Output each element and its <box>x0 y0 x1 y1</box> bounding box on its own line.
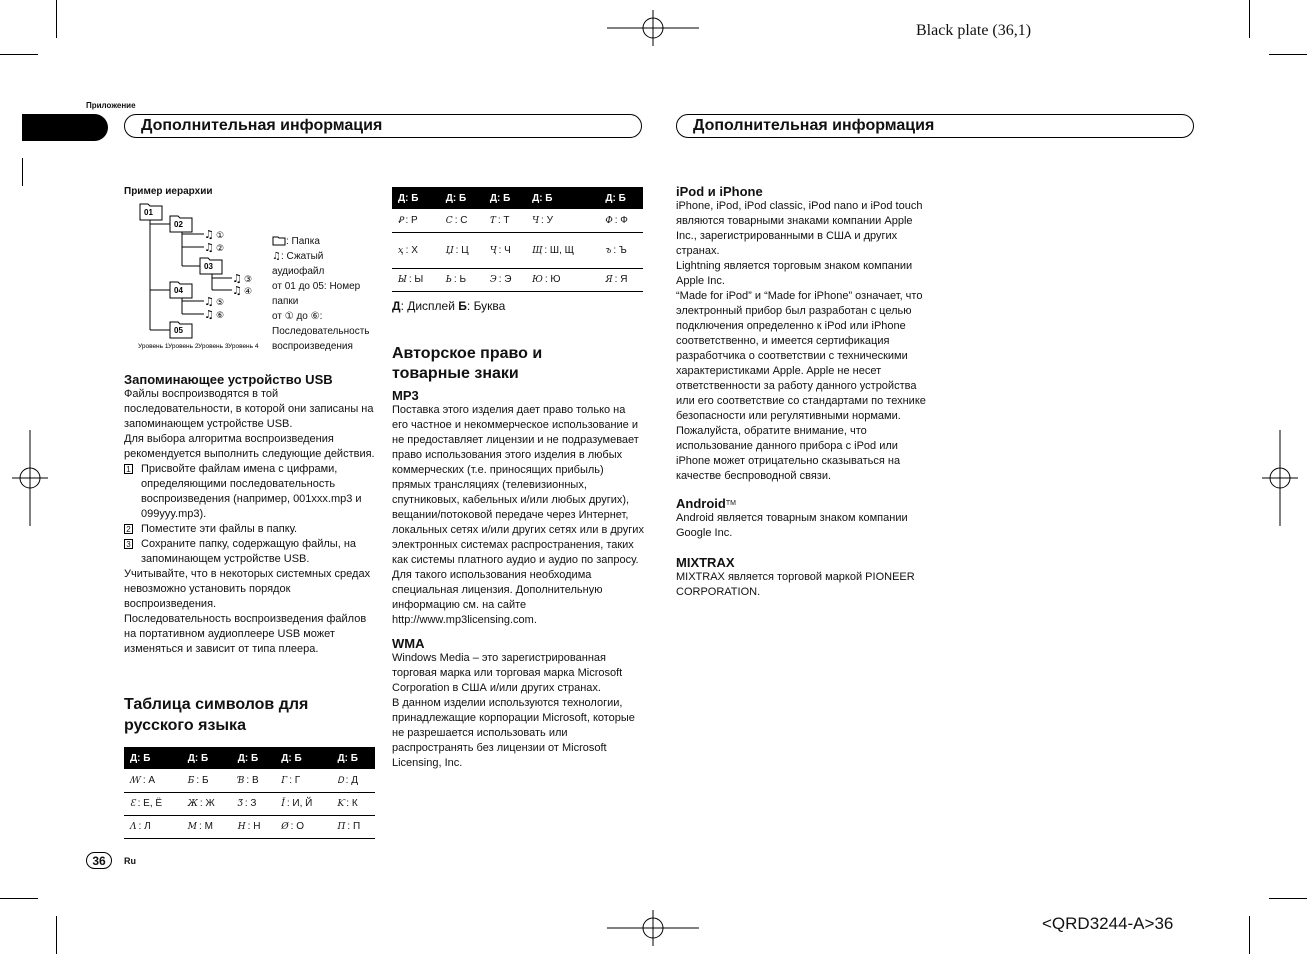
folder-icon <box>272 236 286 246</box>
list-item: 3 Сохраните папку, содержащую файлы, на запоминающем устройстве USB. <box>124 537 376 567</box>
wma-title: WMA <box>392 636 425 651</box>
folder-label: 05 <box>174 326 183 335</box>
usb-title: Запоминающее устройство USB <box>124 372 333 387</box>
folder-label: 02 <box>174 220 183 229</box>
svg-text:Уровень 1: Уровень 1 <box>138 343 169 350</box>
svg-text:Уровень 3: Уровень 3 <box>198 343 229 350</box>
registration-mark-bottom <box>607 910 699 946</box>
table-cell: Я : Я <box>599 268 643 291</box>
section-tab <box>22 114 108 141</box>
mp3-url: http://www.mp3licensing.com. <box>392 614 537 626</box>
svg-text:♫: ♫ <box>204 241 214 254</box>
section-label: Приложение <box>86 101 136 110</box>
table-cell: П : П <box>332 815 375 838</box>
copyright-title: товарные знаки <box>392 365 519 382</box>
ipod-text: Lightning является торговым знаком компании Apple Inc. <box>676 260 913 287</box>
svg-text:Уровень 4: Уровень 4 <box>228 343 259 350</box>
charmap-table-right: Д: Б Д: Б Д: Б Д: Б Д: Б Ꝑ : Р Ϲ : С Ƭ : Т Ч : У Φ : Ф ҳ : Х Џ : Ц Ҷ : Ч Щ : Ш, Щ ъ : Ъ Ы : Ы Ь : Ь Э : Э Ю : Ю Я : Я <box>392 187 643 292</box>
crop-mark <box>1249 916 1250 954</box>
table-cell: Ꭰ : Д <box>332 769 375 792</box>
svg-text:④: ④ <box>244 287 253 297</box>
table-cell: Г : Г <box>275 769 331 792</box>
usb-paragraph: Файлы воспроизводятся в той последовательности, в которой они записаны на запоминающем устройстве USB. <box>124 388 374 430</box>
table-cell: Ь : Ь <box>440 268 484 291</box>
charmap-legend: Д: Дисплей Б: Буква <box>392 299 506 313</box>
svg-text:♫: ♫ <box>232 272 242 285</box>
crop-mark <box>0 54 38 55</box>
page-number: 36 <box>86 852 112 869</box>
document-code: <QRD3244-A>36 <box>1042 914 1174 933</box>
svg-text:⑥: ⑥ <box>216 311 225 321</box>
ipod-text: iPhone, iPod, iPod classic, iPod nano и iPod touch являются товарными знаками компании Apple Inc., зарегистрированными в США и других странах. <box>676 200 923 257</box>
mixtrax-title: MIXTRAX <box>676 555 735 570</box>
hierarchy-title: Пример иерархии <box>124 186 213 197</box>
svg-text:♫: ♫ <box>204 228 214 241</box>
crop-mark <box>1269 898 1307 899</box>
audio-file-icon: ♫ <box>272 251 281 262</box>
trademarks-section <box>676 184 930 600</box>
table-cell: Ж : Ж <box>182 792 232 815</box>
legend-folders-range: от 01 до 05: Номер папки <box>272 281 361 307</box>
table-cell: Ꝑ : Р <box>392 209 440 232</box>
table-cell: Ы : Ы <box>392 268 440 291</box>
android-title: Android™ <box>676 496 736 511</box>
list-item: 1 Присвойте файлам имена с цифрами, определяющими последовательность воспроизведения (например, 001xxx.mp3 и 099yyy.mp3). <box>124 462 376 522</box>
crop-mark <box>56 0 57 38</box>
usb-paragraph: Для выбора алгоритма воспроизведения рекомендуется выполнить следующие действия. <box>124 433 375 460</box>
crop-mark <box>56 916 57 954</box>
folder-03 <box>200 258 222 274</box>
svg-text:⑤: ⑤ <box>216 298 225 308</box>
table-cell: Ю : Ю <box>526 268 599 291</box>
folder-04 <box>170 282 192 298</box>
hierarchy-legend: : Папка ♫: Сжатый аудиофайл от 01 до 05: Номер папки от ① до ⑥: Последовательность воспроизведения <box>272 234 372 354</box>
table-cell: Ϲ : С <box>440 209 484 232</box>
mp3-title: MP3 <box>392 388 419 403</box>
ipod-text: “Made for iPod” и “Made for iPhone” означает, что электронный прибор был разработан с целью подключения определенно к iPod или iPhone соответственно, и имеется сертификация разработчика о соответствии с техническими характеристиками Apple. Apple не несет ответственности за работу данного устройства или его соответствие со стандартами по технике безопасности или регулятивными нормами. Пожалуйста, обратите внимание, что использование данного прибора с iPod или iPhone может отрицательно сказываться на качестве беспроводной связи. <box>676 290 926 482</box>
table-cell: Ƙ : К <box>332 792 375 815</box>
ipod-title: iPod и iPhone <box>676 184 763 199</box>
table-cell: Ƃ : Б <box>182 769 232 792</box>
wma-text: В данном изделии используются технологии, принадлежащие корпорации Microsoft, которые не разрешается использовать или распространять без лицензии от Microsoft Licensing, Inc. <box>392 697 635 769</box>
table-cell: Ɓ : В <box>232 769 276 792</box>
table-cell: Ǐ : И, Й <box>275 792 331 815</box>
table-cell: Џ : Ц <box>440 232 484 268</box>
crop-mark <box>1269 54 1307 55</box>
table-cell: Ч : У <box>526 209 599 232</box>
charmap-title: Таблица символов для русского языка <box>124 696 309 734</box>
usb-paragraph: Последовательность воспроизведения файлов на портативном аудиоплеере USB может изменяться и зависит от типа плеера. <box>124 613 367 655</box>
wma-text: Windows Media – это зарегистрированная торговая марка или торговая марка Microsoft Corporation в США и/или других странах. <box>392 652 623 694</box>
android-text: Android является товарным знаком компании Google Inc. <box>676 512 908 539</box>
svg-text:Уровень 2: Уровень 2 <box>168 343 199 350</box>
svg-text:♫: ♫ <box>232 284 242 297</box>
svg-text:♫: ♫ <box>204 295 214 308</box>
registration-mark-left <box>12 430 48 526</box>
folder-05 <box>170 322 192 338</box>
folder-02 <box>170 216 192 232</box>
registration-mark-top <box>607 10 699 46</box>
table-cell: ꟿ : А <box>124 769 182 792</box>
table-cell: Э : Э <box>484 268 526 291</box>
table-cell: Ø : О <box>275 815 331 838</box>
table-cell: Ʒ : З <box>232 792 276 815</box>
table-cell: Ɛ : Е, Ё <box>124 792 182 815</box>
table-cell: Щ : Ш, Щ <box>526 232 599 268</box>
svg-text:②: ② <box>216 244 225 254</box>
table-cell: М : М <box>182 815 232 838</box>
table-cell: Φ : Ф <box>599 209 643 232</box>
svg-text:③: ③ <box>244 275 253 285</box>
table-cell: Ƭ : Т <box>484 209 526 232</box>
folder-label: 01 <box>144 208 153 217</box>
page-title-right: Дополнительная информация <box>676 114 1194 138</box>
hierarchy-diagram <box>124 200 274 352</box>
level-labels <box>138 343 259 350</box>
crop-mark <box>1249 0 1250 38</box>
mp3-text: Поставка этого изделия дает право только на его частное и некоммерческое использование и не предоставляет лицензии и не подразумевает право использования этого изделия в любых коммерческих (т.е. приносящих прибыль) прямых трансляциях (телевизионных, спутниковых, кабельных и/или любых других), вещании/потоковой передаче через Интернет, локальных сетях и/или других сетях или в других электронных системах распространения, таких как системы платного аудио и аудио по запросу. Для такого использования необходима специальная лицензия. Дополнительную информацию см. на сайте <box>392 404 644 611</box>
table-cell: ъ : Ъ <box>599 232 643 268</box>
usb-paragraph: Учитывайте, что в некоторых системных средах невозможно установить порядок воспроизведения. <box>124 568 371 610</box>
mixtrax-text: MIXTRAX является торговой маркой PIONEER CORPORATION. <box>676 571 915 598</box>
table-cell: Λ : Л <box>124 815 182 838</box>
side-marker <box>22 158 23 186</box>
table-cell: ҳ : Х <box>392 232 440 268</box>
crop-mark <box>0 898 38 899</box>
registration-mark-right <box>1262 430 1298 526</box>
svg-text:①: ① <box>216 231 225 241</box>
folder-label: 04 <box>174 286 183 295</box>
copyright-title: Авторское право и <box>392 345 543 362</box>
table-cell: Ҷ : Ч <box>484 232 526 268</box>
folder-01 <box>140 204 162 220</box>
svg-text:♫: ♫ <box>204 308 214 321</box>
language-code: Ru <box>124 856 136 866</box>
folder-label: 03 <box>204 262 213 271</box>
charmap-table-left: Д: Б Д: Б Д: Б Д: Б Д: Б ꟿ : А Ƃ : Б Ɓ : В Г : Г Ꭰ : Д Ɛ : Е, Ё Ж : Ж Ʒ : З Ǐ : И, Й Ƙ : К Λ : Л М : М Н : Н Ø : О П : П <box>124 747 375 839</box>
table-cell: Н : Н <box>232 815 276 838</box>
usb-section <box>124 372 376 657</box>
page-title-left: Дополнительная информация <box>124 114 642 138</box>
copyright-section <box>392 344 644 771</box>
list-item: 2 Поместите эти файлы в папку. <box>124 522 376 537</box>
plate-label: Black plate (36,1) <box>916 22 1032 39</box>
